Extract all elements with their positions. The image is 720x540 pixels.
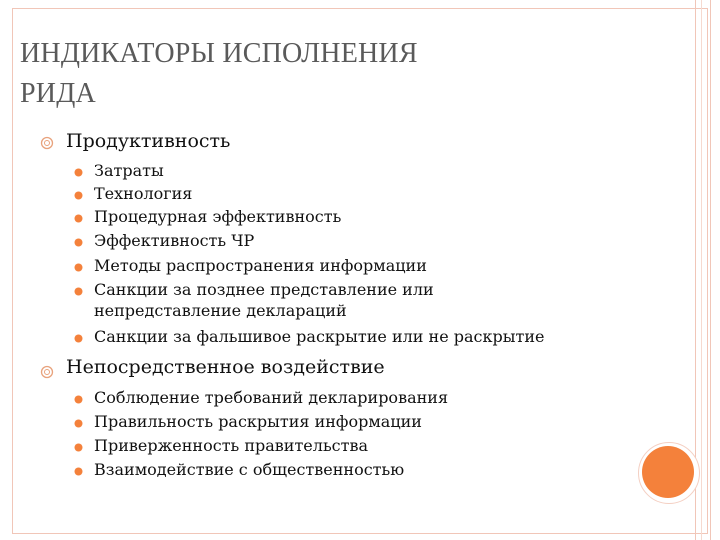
bullet-icon bbox=[74, 443, 83, 452]
list-item: Эффективность ЧР bbox=[94, 231, 255, 250]
title-line-2: РИДА bbox=[20, 78, 96, 109]
decorative-rail bbox=[695, 0, 711, 540]
list-item: Соблюдение требований декларирования bbox=[94, 388, 449, 407]
list-item: Технология bbox=[94, 184, 193, 203]
section-heading-direct-impact: Непосредственное воздействие bbox=[66, 356, 385, 378]
list-item: Методы распространения информации bbox=[94, 256, 427, 275]
bullet-icon bbox=[74, 263, 83, 272]
section-heading-productivity: Продуктивность bbox=[66, 130, 231, 152]
bullet-icon bbox=[74, 334, 83, 343]
title-line-1: ИНДИКАТОРЫ ИСПОЛНЕНИЯ bbox=[20, 38, 418, 69]
bullet-icon bbox=[74, 287, 83, 296]
list-item: Санкции за фальшивое раскрытие или не раскрытие bbox=[94, 327, 545, 346]
section-bullet-icon bbox=[40, 365, 54, 379]
slide-title bbox=[20, 34, 620, 114]
bullet-icon bbox=[74, 238, 83, 247]
list-item: Правильность раскрытия информации bbox=[94, 412, 422, 431]
bullet-icon bbox=[74, 467, 83, 476]
bullet-icon bbox=[74, 191, 83, 200]
bullet-icon bbox=[74, 419, 83, 428]
list-item: Приверженность правительства bbox=[94, 436, 369, 455]
bullet-icon bbox=[74, 395, 83, 404]
list-item: Взаимодействие с общественностью bbox=[94, 460, 405, 479]
bullet-icon bbox=[74, 168, 83, 177]
bullet-icon bbox=[74, 214, 83, 223]
list-item: Процедурная эффективность bbox=[94, 207, 342, 226]
list-item: Санкции за позднее представление или bbox=[94, 280, 434, 299]
list-item: Затраты bbox=[94, 161, 164, 180]
section-bullet-icon bbox=[40, 136, 54, 150]
decorative-circle bbox=[642, 446, 694, 498]
list-item-continuation: непредставление деклараций bbox=[94, 301, 347, 320]
